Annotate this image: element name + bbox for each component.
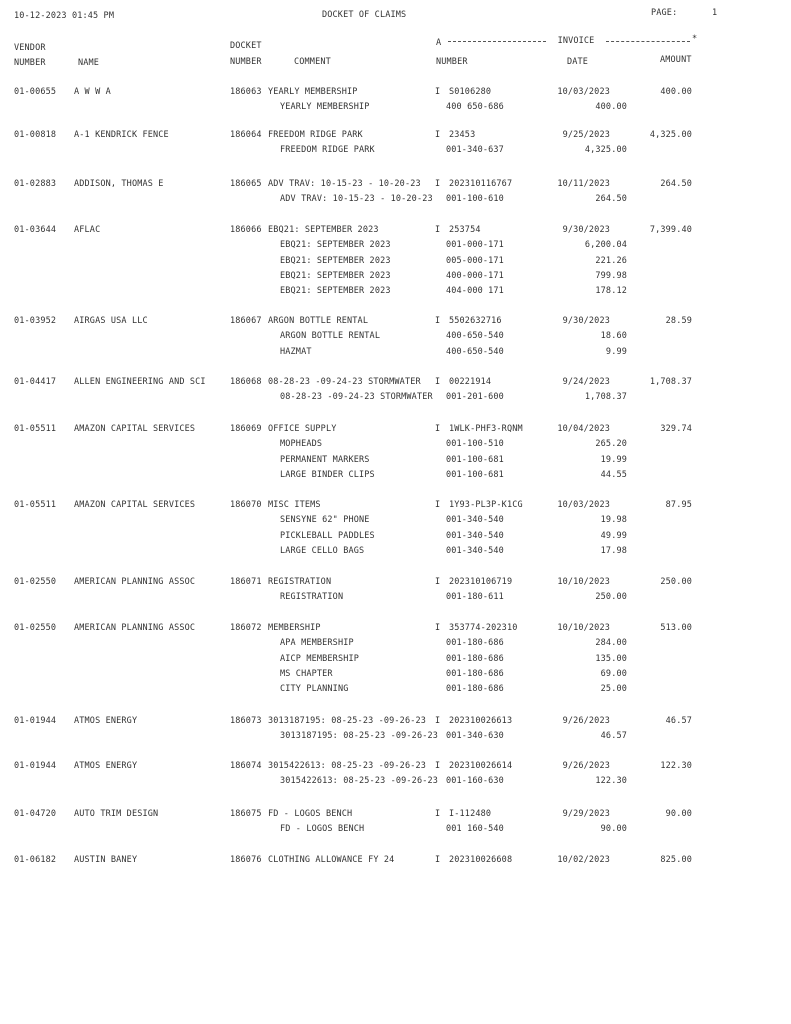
- line-comment: EBQ21: SEPTEMBER 2023: [280, 240, 391, 250]
- line-amount: 6,200.04: [584, 240, 627, 250]
- vendor-number: 01-00818: [14, 130, 57, 140]
- invoice-number: 23453: [449, 130, 476, 140]
- invoice-flag: I: [435, 424, 441, 434]
- line-comment: 3013187195: 08-25-23 -09-26-23: [280, 731, 439, 741]
- invoice-date: 10/10/2023: [557, 577, 610, 587]
- invoice-amount: 87.95: [665, 500, 692, 510]
- vendor-name: AUTO TRIM DESIGN: [74, 809, 159, 819]
- invoice-date: 10/10/2023: [557, 623, 610, 633]
- line-comment: 3015422613: 08-25-23 -09-26-23: [280, 776, 439, 786]
- line-comment: CITY PLANNING: [280, 684, 349, 694]
- vendor-number: 01-01944: [14, 761, 57, 771]
- vendor-name: AMERICAN PLANNING ASSOC: [74, 577, 196, 587]
- invoice-label: INVOICE: [548, 36, 604, 46]
- invoice-number: 1WLK-PHF3-RQNM: [449, 424, 523, 434]
- line-account: 001-160-630: [446, 776, 504, 786]
- vendor-name: AMAZON CAPITAL SERVICES: [74, 424, 196, 434]
- invoice-date: 9/29/2023: [562, 809, 610, 819]
- invoice-date: 10/03/2023: [557, 87, 610, 97]
- line-comment: ARGON BOTTLE RENTAL: [280, 331, 381, 341]
- col-name: NAME: [78, 58, 100, 68]
- line-account: 001-000-171: [446, 240, 504, 250]
- invoice-number: I-112480: [449, 809, 492, 819]
- vendor-name: AMERICAN PLANNING ASSOC: [74, 623, 196, 633]
- line-amount: 25.00: [600, 684, 627, 694]
- col-date: DATE: [567, 57, 589, 67]
- line-account: 400-000-171: [446, 271, 504, 281]
- invoice-amount: 7,399.40: [649, 225, 692, 235]
- invoice-date: 10/03/2023: [557, 500, 610, 510]
- docket-number: 186076: [230, 855, 262, 865]
- line-amount: 17.98: [600, 546, 627, 556]
- line-account: 404-000 171: [446, 286, 504, 296]
- line-comment: 08-28-23 -09-24-23 STORMWATER: [280, 392, 433, 402]
- invoice-amount: 122.30: [660, 761, 692, 771]
- invoice-number: 202310026614: [449, 761, 513, 771]
- invoice-date: 9/24/2023: [562, 377, 610, 387]
- line-account: 001-100-681: [446, 470, 504, 480]
- invoice-date: 10/04/2023: [557, 424, 610, 434]
- invoice-number: 202310116767: [449, 179, 513, 189]
- line-amount: 221.26: [595, 256, 627, 266]
- invoice-flag: I: [435, 377, 441, 387]
- docket-comment: FREEDOM RIDGE PARK: [268, 130, 363, 140]
- line-comment: PERMANENT MARKERS: [280, 455, 370, 465]
- line-amount: 4,325.00: [584, 145, 627, 155]
- line-account: 400 650-686: [446, 102, 504, 112]
- docket-comment: 08-28-23 -09-24-23 STORMWATER: [268, 377, 421, 387]
- line-amount: 264.50: [595, 194, 627, 204]
- col-amount: AMOUNT: [660, 55, 692, 65]
- line-amount: 69.00: [600, 669, 627, 679]
- docket-number: 186073: [230, 716, 262, 726]
- line-amount: 19.99: [600, 455, 627, 465]
- line-comment: LARGE BINDER CLIPS: [280, 470, 375, 480]
- docket-comment: CLOTHING ALLOWANCE FY 24: [268, 855, 395, 865]
- line-amount: 49.99: [600, 531, 627, 541]
- col-docket-line1: DOCKET: [230, 41, 262, 51]
- line-comment: HAZMAT: [280, 347, 312, 357]
- line-account: 001-340-540: [446, 515, 504, 525]
- line-amount: 19.98: [600, 515, 627, 525]
- vendor-name: ADDISON, THOMAS E: [74, 179, 164, 189]
- docket-number: 186069: [230, 424, 262, 434]
- docket-number: 186066: [230, 225, 262, 235]
- line-comment: YEARLY MEMBERSHIP: [280, 102, 370, 112]
- docket-comment: EBQ21: SEPTEMBER 2023: [268, 225, 379, 235]
- docket-comment: ADV TRAV: 10-15-23 - 10-20-23: [268, 179, 421, 189]
- vendor-name: ATMOS ENERGY: [74, 761, 138, 771]
- line-account: 001-100-510: [446, 439, 504, 449]
- invoice-flag: I: [435, 809, 441, 819]
- invoice-date: 9/30/2023: [562, 316, 610, 326]
- line-comment: EBQ21: SEPTEMBER 2023: [280, 286, 391, 296]
- vendor-number: 01-05511: [14, 424, 57, 434]
- line-amount: 90.00: [600, 824, 627, 834]
- line-amount: 18.60: [600, 331, 627, 341]
- line-comment: MS CHAPTER: [280, 669, 333, 679]
- invoice-flag: I: [435, 316, 441, 326]
- page-label: PAGE:: [651, 8, 678, 18]
- line-account: 001-201-600: [446, 392, 504, 402]
- invoice-flag: I: [435, 87, 441, 97]
- line-account: 001-100-610: [446, 194, 504, 204]
- invoice-date: 9/26/2023: [562, 761, 610, 771]
- vendor-number: 01-04720: [14, 809, 57, 819]
- vendor-number: 01-01944: [14, 716, 57, 726]
- col-invoice-number: NUMBER: [436, 57, 468, 67]
- invoice-amount: 513.00: [660, 623, 692, 633]
- vendor-number: 01-04417: [14, 377, 57, 387]
- line-amount: 178.12: [595, 286, 627, 296]
- docket-comment: 3013187195: 08-25-23 -09-26-23: [268, 716, 427, 726]
- docket-number: 186070: [230, 500, 262, 510]
- invoice-amount: 4,325.00: [649, 130, 692, 140]
- invoice-date: 10/02/2023: [557, 855, 610, 865]
- line-amount: 265.20: [595, 439, 627, 449]
- line-comment: FD - LOGOS BENCH: [280, 824, 365, 834]
- line-amount: 284.00: [595, 638, 627, 648]
- vendor-number: 01-02550: [14, 623, 57, 633]
- line-account: 001-180-686: [446, 638, 504, 648]
- line-account: 001-340-630: [446, 731, 504, 741]
- line-comment: LARGE CELLO BAGS: [280, 546, 365, 556]
- vendor-number: 01-02883: [14, 179, 57, 189]
- invoice-date: 9/26/2023: [562, 716, 610, 726]
- line-account: 001-340-540: [446, 546, 504, 556]
- docket-number: 186065: [230, 179, 262, 189]
- invoice-flag: I: [435, 577, 441, 587]
- invoice-header-rule: [448, 36, 694, 46]
- docket-number: 186071: [230, 577, 262, 587]
- invoice-amount: 1,708.37: [649, 377, 692, 387]
- vendor-number: 01-03644: [14, 225, 57, 235]
- invoice-number: 202310026613: [449, 716, 513, 726]
- line-comment: REGISTRATION: [280, 592, 344, 602]
- report-datetime: 10-12-2023 01:45 PM: [14, 11, 115, 21]
- invoice-number: 202310026608: [449, 855, 513, 865]
- invoice-number: 253754: [449, 225, 481, 235]
- invoice-amount: 250.00: [660, 577, 692, 587]
- invoice-amount: 46.57: [665, 716, 692, 726]
- invoice-flag: I: [435, 623, 441, 633]
- line-comment: EBQ21: SEPTEMBER 2023: [280, 256, 391, 266]
- line-amount: 135.00: [595, 654, 627, 664]
- invoice-flag: I: [435, 761, 441, 771]
- invoice-flag: I: [435, 225, 441, 235]
- invoice-number: S0106280: [449, 87, 492, 97]
- line-amount: 1,708.37: [584, 392, 627, 402]
- line-comment: PICKLEBALL PADDLES: [280, 531, 375, 541]
- invoice-flag: I: [435, 130, 441, 140]
- report-title: DOCKET OF CLAIMS: [322, 10, 407, 20]
- line-comment: APA MEMBERSHIP: [280, 638, 354, 648]
- docket-comment: OFFICE SUPPLY: [268, 424, 337, 434]
- vendor-name: AMAZON CAPITAL SERVICES: [74, 500, 196, 510]
- docket-number: 186074: [230, 761, 262, 771]
- docket-comment: YEARLY MEMBERSHIP: [268, 87, 358, 97]
- line-account: 001-180-686: [446, 669, 504, 679]
- invoice-date: 9/25/2023: [562, 130, 610, 140]
- docket-number: 186075: [230, 809, 262, 819]
- vendor-number: 01-02550: [14, 577, 57, 587]
- line-account: 005-000-171: [446, 256, 504, 266]
- line-account: 400-650-540: [446, 331, 504, 341]
- vendor-name: ATMOS ENERGY: [74, 716, 138, 726]
- line-comment: FREEDOM RIDGE PARK: [280, 145, 375, 155]
- line-account: 001-340-540: [446, 531, 504, 541]
- col-docket-line2: NUMBER: [230, 57, 262, 67]
- col-vendor-line2: NUMBER: [14, 58, 46, 68]
- invoice-date: 9/30/2023: [562, 225, 610, 235]
- line-comment: EBQ21: SEPTEMBER 2023: [280, 271, 391, 281]
- vendor-name: AFLAC: [74, 225, 101, 235]
- vendor-name: AIRGAS USA LLC: [74, 316, 148, 326]
- col-vendor-line1: VENDOR: [14, 43, 46, 53]
- a-mark: A: [436, 38, 442, 48]
- invoice-flag: I: [435, 855, 441, 865]
- docket-comment: 3015422613: 08-25-23 -09-26-23: [268, 761, 427, 771]
- line-account: 001-180-611: [446, 592, 504, 602]
- line-amount: 9.99: [605, 347, 627, 357]
- invoice-amount: 400.00: [660, 87, 692, 97]
- docket-comment: ARGON BOTTLE RENTAL: [268, 316, 369, 326]
- docket-number: 186064: [230, 130, 262, 140]
- line-account: 001-180-686: [446, 654, 504, 664]
- line-amount: 400.00: [595, 102, 627, 112]
- invoice-number: 202310106719: [449, 577, 513, 587]
- line-amount: 44.55: [600, 470, 627, 480]
- invoice-number: 00221914: [449, 377, 492, 387]
- invoice-flag: I: [435, 500, 441, 510]
- page-number: 1: [712, 8, 718, 18]
- line-amount: 122.30: [595, 776, 627, 786]
- invoice-amount: 264.50: [660, 179, 692, 189]
- docket-comment: REGISTRATION: [268, 577, 332, 587]
- invoice-amount: 28.59: [665, 316, 692, 326]
- vendor-number: 01-03952: [14, 316, 57, 326]
- line-comment: ADV TRAV: 10-15-23 - 10-20-23: [280, 194, 433, 204]
- docket-number: 186063: [230, 87, 262, 97]
- invoice-flag: I: [435, 179, 441, 189]
- line-comment: SENSYNE 62" PHONE: [280, 515, 370, 525]
- star-mark: *: [692, 34, 698, 44]
- vendor-name: A W W A: [74, 87, 111, 97]
- docket-number: 186072: [230, 623, 262, 633]
- docket-comment: MEMBERSHIP: [268, 623, 321, 633]
- invoice-number: 1Y93-PL3P-K1CG: [449, 500, 523, 510]
- invoice-flag: I: [435, 716, 441, 726]
- vendor-number: 01-05511: [14, 500, 57, 510]
- line-account: 001-180-686: [446, 684, 504, 694]
- invoice-amount: 825.00: [660, 855, 692, 865]
- col-comment: COMMENT: [294, 57, 331, 67]
- invoice-date: 10/11/2023: [557, 179, 610, 189]
- line-account: 001 160-540: [446, 824, 504, 834]
- vendor-number: 01-06182: [14, 855, 57, 865]
- docket-comment: MISC ITEMS: [268, 500, 321, 510]
- docket-number: 186068: [230, 377, 262, 387]
- invoice-number: 5502632716: [449, 316, 502, 326]
- vendor-name: AUSTIN BANEY: [74, 855, 138, 865]
- line-account: 001-100-681: [446, 455, 504, 465]
- line-comment: AICP MEMBERSHIP: [280, 654, 360, 664]
- line-amount: 799.98: [595, 271, 627, 281]
- line-amount: 250.00: [595, 592, 627, 602]
- invoice-amount: 329.74: [660, 424, 692, 434]
- docket-comment: FD - LOGOS BENCH: [268, 809, 353, 819]
- vendor-number: 01-00655: [14, 87, 57, 97]
- line-comment: MOPHEADS: [280, 439, 323, 449]
- vendor-name: ALLEN ENGINEERING AND SCI: [74, 377, 206, 387]
- line-account: 400-650-540: [446, 347, 504, 357]
- line-amount: 46.57: [600, 731, 627, 741]
- invoice-number: 353774-202310: [449, 623, 518, 633]
- docket-number: 186067: [230, 316, 262, 326]
- vendor-name: A-1 KENDRICK FENCE: [74, 130, 169, 140]
- line-account: 001-340-637: [446, 145, 504, 155]
- invoice-amount: 90.00: [665, 809, 692, 819]
